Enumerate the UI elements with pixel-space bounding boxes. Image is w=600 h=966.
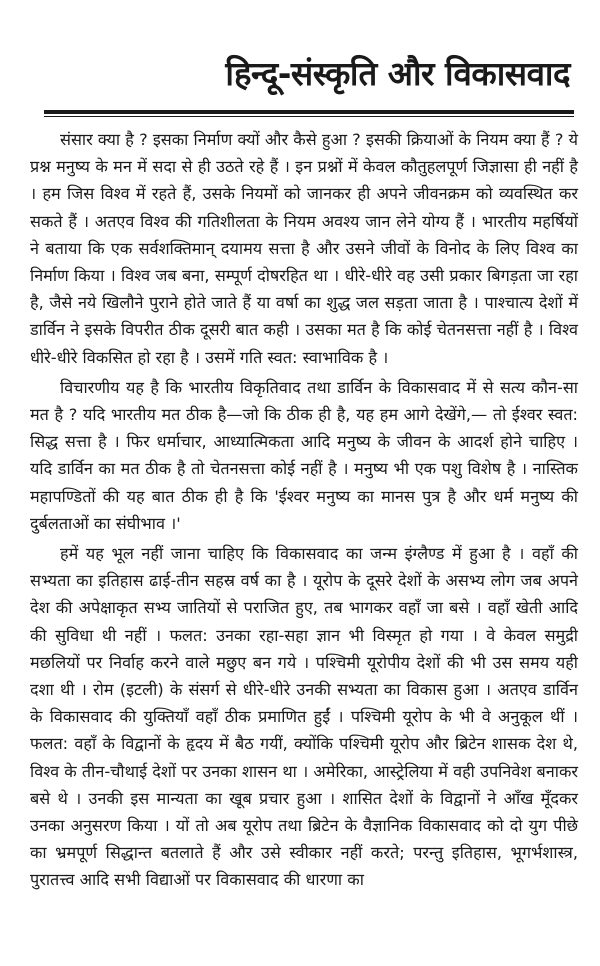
body-text	[30, 126, 578, 897]
chapter-title: हिन्दू-संस्कृति और विकासवाद	[225, 54, 570, 93]
paragraph-3: हमें यह भूल नहीं जाना चाहिए कि विकासवाद का जन्म इंग्लैण्ड में हुआ है । वहाँ की सभ्यता का इतिहास ढाई-तीन सहस्र वर्ष का है । यूरोप के दूसरे देशों के असभ्य लोग जब अपने देश की अपेक्षाकृत सभ्य जातियों से पराजित हुए, तब भागकर वहाँ जा बसे । वहाँ खेती आदि की सुविधा थी नहीं । फलत: उनका रहा-सहा ज्ञान भी विस्मृत हो गया । वे केवल समुद्री मछलियों पर निर्वाह करने वाले मछुए बन गये । पश्चिमी यूरोपीय देशों की भी उस समय यही दशा थी । रोम (इटली) के संसर्ग से धीरे-धीरे उनकी सभ्यता का विकास हुआ । अतएव डार्विन के विकासवाद की युक्तियाँ वहाँ ठीक प्रमाणित हुईं । पश्चिमी यूरोप के भी वे अनुकूल थीं । फलत: वहाँ के विद्वानों के हृदय में बैठ गयीं, क्योंकि पश्चिमी यूरोप और ब्रिटेन शासक देश थे, विश्व के तीन-चौथाई देशों पर उनका शासन था । अमेरिका, आस्ट्रेलिया में वही उपनिवेश बनाकर बसे थे । उनकी इस मान्यता का खूब प्रचार हुआ । शासित देशों के विद्वानों ने आँख मूँदकर उनका अनुसरण किया । यों तो अब यूरोप तथा ब्रिटेन के वैज्ञानिक विकासवाद को दो युग पीछे का भ्रमपूर्ण सिद्धान्त बतलाते हैं और उसे स्वीकार नहीं करते; परन्तु इतिहास, भूगर्भशास्त्र, पुरातत्त्व आदि सभी विद्याओं पर विकासवाद की धारणा का	[30, 544, 578, 890]
paragraph-1: संसार क्या है ? इसका निर्माण क्यों और कैसे हुआ ? इसकी क्रियाओं के नियम क्या हैं ? ये प्रश्न मनुष्य के मन में सदा से ही उठते रहे हैं । इन प्रश्नों में केवल कौतुहलपूर्ण जिज्ञासा ही नहीं है । हम जिस विश्व में रहते हैं, उसके नियमों को जानकर ही अपने जीवनक्रम को व्यवस्थित कर सकते हैं । अतएव विश्व की गतिशीलता के नियम अवश्य जान लेने योग्य हैं । भारतीय महर्षियों ने बताया कि एक सर्वशक्तिमान् दयामय सत्ता है और उसने जीवों के विनोद के लिए विश्व का निर्माण किया । विश्व जब बना, सम्पूर्ण दोषरहित था । धीरे-धीरे वह उसी प्रकार बिगड़ता जा रहा है, जैसे नये खिलौने पुराने होते जाते हैं या वर्षा का शुद्ध जल सड़ता जाता है । पाश्चात्य देशों में डार्विन ने इसके विपरीत ठीक दूसरी बात कही । उसका मत है कि कोई चेतनसत्ता नहीं है । विश्व धीरे-धीरे विकसित हो रहा है । उसमें गति स्वत: स्वाभाविक है ।	[30, 130, 578, 367]
paragraph-2: विचारणीय यह है कि भारतीय विकृतिवाद तथा डार्विन के विकासवाद में से सत्य कौन-सा मत है ? यदि भारतीय मत ठीक है—जो कि ठीक ही है, यह हम आगे देखेंगे,— तो ईश्वर स्वत: सिद्ध सत्ता है । फिर धर्माचार, आध्यात्मिकता आदि मनुष्य के जीवन के आदर्श होने चाहिए । यदि डार्विन का मत ठीक है तो चेतनसत्ता कोई नहीं है । मनुष्य भी एक पशु विशेष है । नास्तिक महापण्डितों की यह बात ठीक ही है कि 'ईश्वर मनुष्य का मानस पुत्र है और धर्म मनुष्य की दुर्बलताओं का संघीभाव ।'	[30, 377, 578, 533]
title-rule-thin	[44, 116, 574, 117]
title-rule-thick	[44, 110, 574, 114]
